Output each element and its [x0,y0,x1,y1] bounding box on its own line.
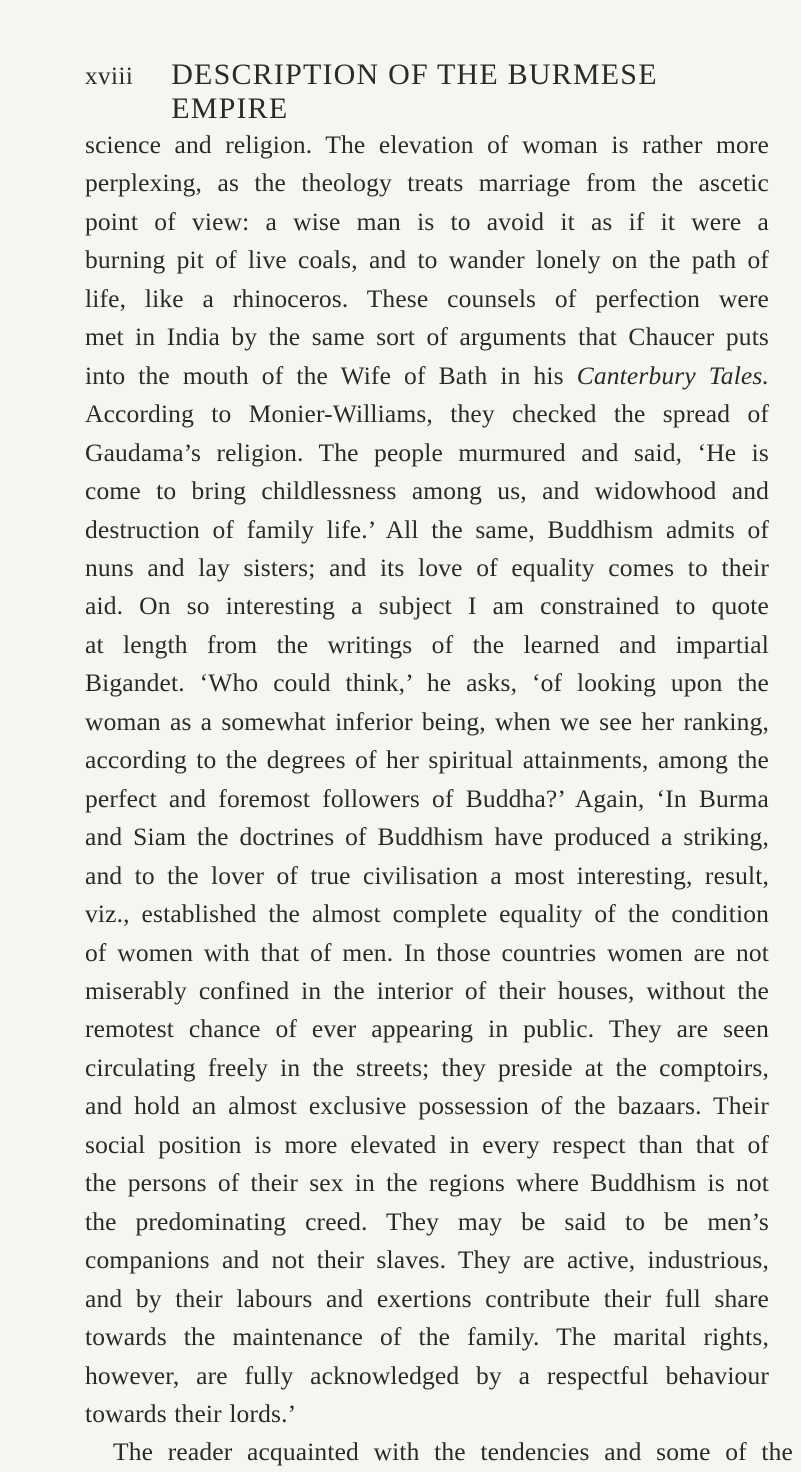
text-line: the persons of their sex in the regions where Buddhism is not [85,1168,769,1198]
text-line: woman as a somewhat inferior being, when we see her ranking, [85,706,769,736]
text-line: and Siam the doctrines of Buddhism have produced a striking, [85,822,769,852]
text-line: destruction of family life.’ All the same, Buddhism admits of [85,514,769,544]
text-line: however, are fully acknowledged by a respectful behaviour [85,1360,769,1390]
text-line: at length from the writings of the learned and impartial [85,629,769,659]
text-line: companions and not their slaves. They are active, industrious, [85,1245,769,1275]
text-line: and by their labours and exertions contribute their full share [85,1283,769,1313]
text-line: According to Monier-Williams, they checked the spread of [85,399,769,429]
body-text [85,126,793,1472]
paragraph-end-line: towards their lords.’ [85,1398,297,1428]
paragraph-start-line: The reader acquainted with the tendencies and some of the [113,1437,793,1467]
text-line: towards the maintenance of the family. The marital rights, [85,1322,769,1352]
text-line: life, like a rhinoceros. These counsels of perfection were [85,283,769,313]
book-title: Canterbury Tales. [576,360,769,390]
text-segment: into the mouth of the Wife of Bath in his [85,360,577,390]
text-line: come to bring childlessness among us, and widowhood and [85,476,769,506]
running-title: DESCRIPTION OF THE BURMESE EMPIRE [171,58,658,125]
text-line: perplexing, as the theology treats marriage from the ascetic [85,168,769,198]
text-line: viz., established the almost complete equality of the condition [85,899,769,929]
text-line-with-title [85,357,769,395]
text-line: social position is more elevated in every respect than that of [85,1129,769,1159]
text-line: according to the degrees of her spiritual attainments, among the [85,745,769,775]
text-line: Gaudama’s religion. The people murmured and said, ‘He is [85,437,769,467]
text-line: remotest chance of ever appearing in public. They are seen [85,1014,769,1044]
text-line: aid. On so interesting a subject I am constrained to quote [85,591,769,621]
text-line: met in India by the same sort of arguments that Chaucer puts [85,322,769,352]
text-line: science and religion. The elevation of woman is rather more [85,130,769,159]
page-number: xviii [85,63,134,90]
text-line: burning pit of live coals, and to wander lonely on the path of [85,245,769,275]
running-head [85,58,771,125]
text-line: miserably confined in the interior of their houses, without the [85,975,769,1005]
text-line: and hold an almost exclusive possession of the bazaars. Their [85,1091,769,1121]
text-line: Bigandet. ‘Who could think,’ he asks, ‘of looking upon the [85,668,769,698]
text-line: point of view: a wise man is to avoid it as if it were a [85,206,769,236]
text-line: and to the lover of true civilisation a most interesting, result, [85,860,769,890]
text-line: circulating freely in the streets; they preside at the comptoirs, [85,1052,769,1082]
text-line: of women with that of men. In those countries women are not [85,937,769,967]
text-line: nuns and lay sisters; and its love of equality comes to their [85,552,769,582]
text-line: perfect and foremost followers of Buddha?’ Again, ‘In Burma [85,783,769,813]
text-line: the predominating creed. They may be said to be men’s [85,1206,769,1236]
